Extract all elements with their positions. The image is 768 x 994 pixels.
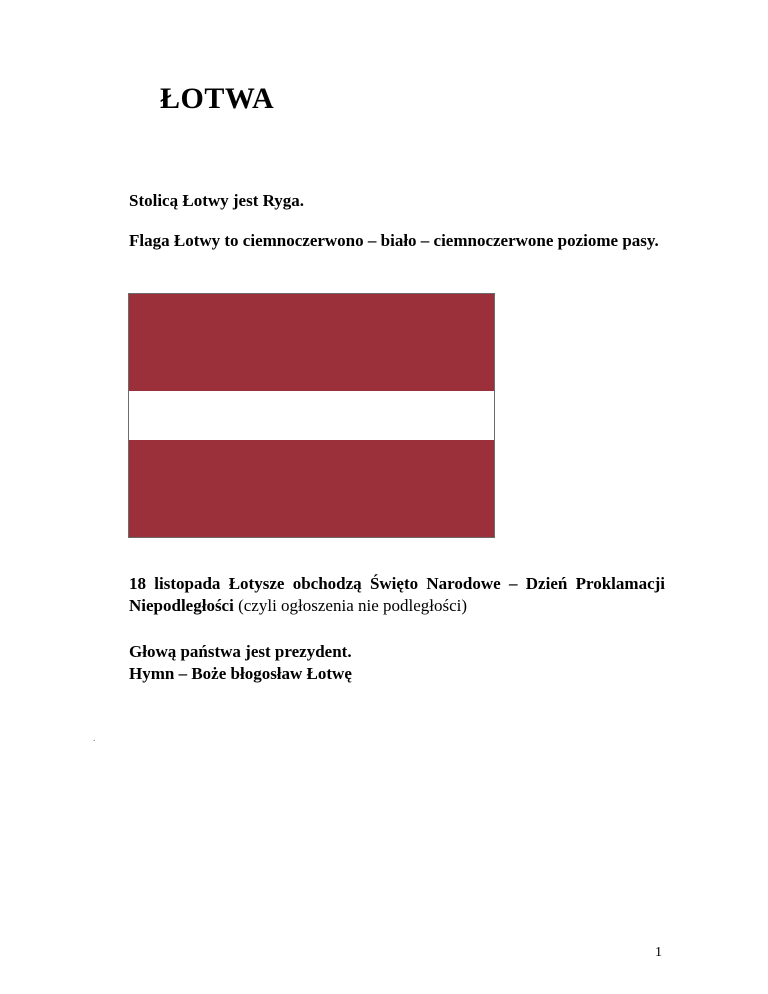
holiday-bold-text: 18 listopada Łotysze obchodzą Święto Narodowe – Dzień Proklamacji Niepodległości (129, 574, 665, 615)
holiday-note-text: (czyli ogłoszenia nie podległości) (233, 596, 468, 615)
holiday-paragraph (129, 573, 665, 617)
flag-description-paragraph: Flaga Łotwy to ciemnoczerwono – biało – ciemnoczerwone poziome pasy. (129, 231, 659, 250)
latvia-flag-image (128, 293, 495, 538)
page-number: 1 (655, 945, 662, 960)
stray-mark: . (93, 733, 96, 744)
page-title: ŁOTWA (160, 82, 275, 115)
head-of-state-line: Głową państwa jest prezydent. (129, 642, 352, 661)
flag-middle-white-stripe (129, 391, 494, 440)
flag-bottom-red-stripe (129, 440, 494, 537)
state-info-paragraph (129, 641, 665, 685)
capital-paragraph: Stolicą Łotwy jest Ryga. (129, 191, 305, 210)
flag-top-red-stripe (129, 294, 494, 391)
anthem-line: Hymn – Boże błogosław Łotwę (129, 664, 352, 683)
